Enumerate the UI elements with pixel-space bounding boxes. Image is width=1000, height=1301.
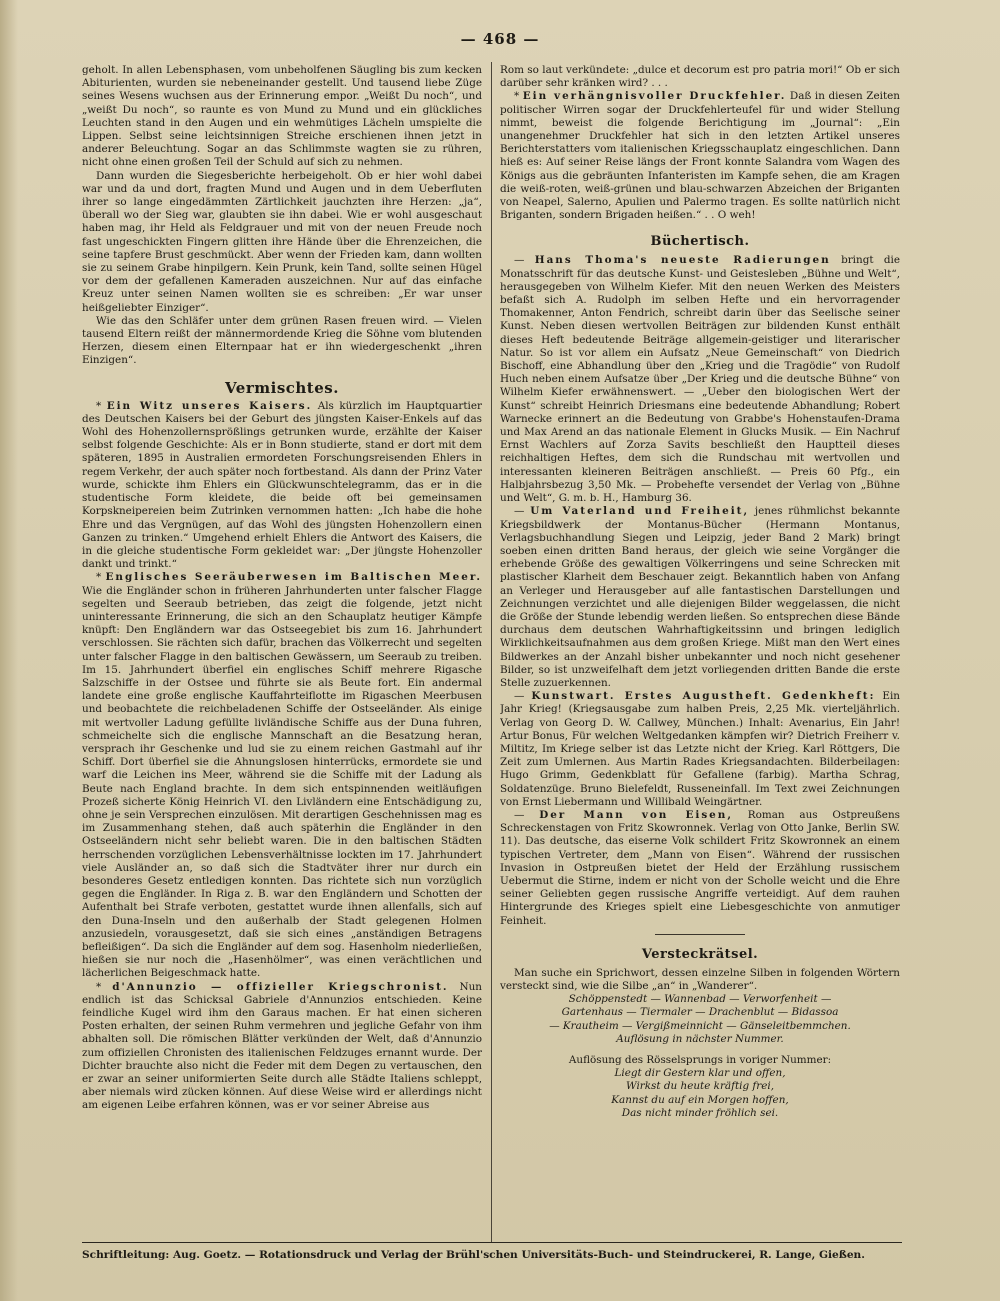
section-heading-versteckraetsel: Versteckrätsel.	[641, 946, 759, 962]
article-kaiser: * Ein Witz unseres Kaisers. Als kürzlich im Hauptquartier des Deutschen Kaisers bei der Geburt des jüngsten Kaiser-Enkels auf das Wohl des Hohenzollernsprößlings getrunken wurde, erzählte der Kaiser selbst folgende Geschichte: Als er in Bonn studierte, stand er dort mit dem späteren, 1895 in Australien ermordeten Forschungsreisenden Ehlers in regem Verkehr, der auch später noch fortbestand. Als dann der Prinz Vater wurde, schickte ihm Ehlers ein Glückwunschtelegramm, das er in die studentische Form kleidete, die beide oft bei gemeinsamen Korpskneipereien beim Zutrinken vernommen hatten: „Ich habe die hohe Ehre und das Vergnügen, auf das Wohl des jüngsten Hohenzollern einen Ganzen zu trinken.“ Umgehend erhielt Ehlers die Antwort des Kaisers, die in die gleiche studentische Form gekleidet war: „Der jüngste Hohenzoller dankt und trinkt.“	[82, 399, 482, 571]
article-text: Daß in diesen Zeiten politischer Wirren sogar der Druckfehlerteufel für und wider Stellung nimmt, beweist die folgende Berichtigung im „Journal“: „Ein unangenehmer Druckfehler hat sich in den letzten Artikel unseres Berichterstatters vom italienischen Kriegsschauplatz eingeschlichen. Dann hieß es: Auf seiner Reise längs der Front konnte Salandra vom Wagen des Königs aus die gebräunten Infanteristen im Kampfe sehen, die am Kragen die weiß-roten, weiß-grünen und blau-schwarzen Abzeichen der Briganten von Neapel, Salerno, Apulien und Palermo tragen. Es sollte natürlich nicht Briganten, sondern Brigaden heißen.“ . . O weh!	[500, 90, 900, 222]
solution-title: Auflösung des Rösselsprungs in voriger Nummer:	[568, 1054, 832, 1067]
left-column	[82, 64, 482, 1239]
book-item: — Kunstwart. Erstes Augustheft. Gedenkheft: Ein Jahr Krieg! (Kriegsausgabe zum halben Preis, 2,25 Mk. vierteljährlich. Verlag von Georg D. W. Callwey, München.) Inhalt: Avenarius, Ein Jahr! Artur Bonus, Für welchen Weltgedanken kämpfen wir? Dietrich Freiherr v. Miltitz, Im Kriege selber ist das Letzte nicht der Krieg. Karl Röttgers, Die Zeit zum Umlernen. Aus Martin Rades Kriegsandachten. Bilderbeilagen: Hugo Grimm, Gedenkblatt für Gefallene (farbig). Martha Schrag, Soldatenzüge. Bruno Bielefeldt, Russeneinfall. Im Text zwei Zeichnungen von Ernst Liebermann und Willibald Weingärtner.	[500, 690, 900, 808]
book-item: — Der Mann von Eisen, Roman aus Ostpreußens Schreckenstagen von Fritz Skowronnek. Verlag von Otto Janke, Berlin SW. 11). Das deutsche, das eiserne Volk schildert Fritz Skowronnek an einem typischen Vertreter, dem „Mann von Eisen“. Während der russischen Invasion in Ostpreußen bietet der Held der Erzählung russischem Uebermut die Stirne, indem er nicht von der Scholle weicht und die Ehre seiner Geliebten gegen russische Angriffe verteidigt. Auf dem rauhen Hintergrunde des Krieges spielt eine Liebesgeschichte von anmutiger Feinheit.	[500, 808, 900, 927]
article-text: Wie die Engländer schon in früheren Jahrhunderten unter falscher Flagge segelten und Seeraub betrieben, das zeigt die folgende, jetzt nicht uninteressante Erinnerung, die sich an den Schauplatz heutiger Kämpfe knüpft: Den Engländern war das Ostseegebiet bis zum 16. Jahrhundert verschlossen. Sie rächten sich dafür, brachen das Völkerrecht und segelten unter falscher Flagge in den baltischen Gewässern, um Seeraub zu treiben. Im 15. Jahrhundert überfiel ein englisches Schiff mehrere Rigasche Salzschiffe in der Ostsee und führte sie als Beute fort. Ein andermal landete eine große englische Kauffahrteiflotte im Rigaschen Meerbusen und beobachtete die reichbeladenen Schiffe der Ostseeländer. Als einige mit wertvoller Ladung gefüllte livländische Schiffe aus der Duna fuhren, schmeichelte sich die englische Mannschaft an die Besatzung heran, versprach ihr Geschenke und lud sie zu einem reichen Gastmahl auf ihr Schiff. Dort überfiel sie die Ahnungslosen hinterrücks, ermordete sie und warf die Leichen ins Meer, während sie die Schiffe mit der Ladung als Beute nach England brachte. In dem sich entspinnenden weitläufigen Prozeß sicherte König Heinrich VI. den Livländern eine Entschädigung zu, ohne je sein Versprechen einzulösen. Mit derartigen Geschehnissen mag es im Zusammenhang stehen, daß auch späterhin die Engländer in den Ostseeländern nicht sehr beliebt waren. Die in den baltischen Städten herrschenden vorzüglichen Lebensverhältnisse lockten im 17. Jahrhundert viele Ausländer an, so daß sich die Stadtväter ihrer nur durch ein besonderes Gesetz entledigen konnten. Das richtete sich nun vorzüglich gegen die Engländer. In Riga z. B. war den Engländern und Schotten der Aufenthalt bei Strafe verboten, gestattet wurde ihnen allenfalls, sich auf den Duna-Inseln und den außerhalb der Stadt gelegenen Holmen anzusiedeln, vorausgesetzt, daß sie sich eines „anständigen Betragens befleißigen“. Da sich die Engländer auf dem sog. Hasenholm niederließen, hießen sie nur noch die „Hasenhölmer“, was einen verächtlichen und lächerlichen Beigeschmack hatte.	[82, 584, 482, 980]
footer-rule	[82, 1242, 902, 1243]
article-text: Als kürzlich im Hauptquartier des Deutschen Kaisers bei der Geburt des jüngsten Kaiser-Enkels auf das Wohl des Hohenzollernsprößlings getrunken wurde, erzählte der Kaiser selbst folgende Geschichte: Als er in Bonn studierte, stand er dort mit dem späteren, 1895 in Australien ermordeten Forschungsreisenden Ehlers in regem Verkehr, der auch später noch fortbestand. Als dann der Prinz Vater wurde, schickte ihm Ehlers ein Glückwunschtelegramm, das er in die studentische Form kleidete, die beide oft bei gemeinsamen Korpskneipereien beim Zutrinken vernommen hatten: „Ich habe die hohe Ehre und das Vergnügen, auf das Wohl des jüngsten Hohenzollern einen Ganzen zu trinken.“ Umgehend erhielt Ehlers die Antwort des Kaisers, die in die gleiche studentische Form gekleidet war: „Der jüngste Hohenzoller dankt und trinkt.“	[82, 399, 482, 571]
book-text: Ein Jahr Krieg! (Kriegsausgabe zum halben Preis, 2,25 Mk. vierteljährlich. Verlag von Georg D. W. Callwey, München.) Inhalt: Avenarius, Ein Jahr! Artur Bonus, Für welchen Weltgedanken kämpfen wir? Dietrich Freiherr v. Miltitz, Im Kriege selber ist das Letzte nicht der Krieg. Karl Röttgers, Die Zeit zum Umlernen. Aus Martin Rades Kriegsandachten. Bilderbeilagen: Hugo Grimm, Gedenkblatt für Gefallene (farbig). Martha Schrag, Soldatenzüge. Bruno Bielefeldt, Russeneinfall. Im Text zwei Zeichnungen von Ernst Liebermann und Willibald Weingärtner.	[500, 690, 900, 808]
solution-verse-line: Kannst du auf ein Morgen hoffen,	[611, 1093, 789, 1106]
puzzle-words: — Krautheim — Vergißmeinnicht — Gänseleitbemmchen.	[549, 1019, 851, 1032]
book-title: Kunstwart. Erstes Augustheft. Gedenkheft:	[531, 690, 876, 703]
imprint-footer: Schriftleitung: Aug. Goetz. — Rotationsdruck und Verlag der Brühl'schen Universitäts-Buch- und Steindruckerei, R. Lange, Gießen.	[82, 1249, 865, 1261]
section-heading-vermischtes: Vermischtes.	[225, 378, 339, 397]
section-heading-buechertisch: Büchertisch.	[650, 234, 750, 250]
article-title: d'Annunzio — offizieller Kriegschronist.	[112, 980, 449, 993]
solution-verse-line: Liegt dir Gestern klar und offen,	[614, 1067, 786, 1080]
book-title: Hans Thoma's neueste Radierungen	[534, 254, 831, 267]
article-text: Nun endlich ist das Schicksal Gabriele d'Annunzios entschieden. Keine feindliche Kugel wird ihm den Garaus machen. Er hat einen sicheren Posten erhalten, der seinen Ruhm vermehren und jegliche Gefahr von ihm abhalten soll. Die römischen Blätter verkünden der Welt, daß d'Annunzio zum offiziellen Chronisten des italienischen Feldzuges ernannt wurde. Der Dichter brauchte also nicht die Feder mit dem Degen zu vertauschen, den er zwar an seiner uniformierten Seite durch alle Städte Italiens schleppt, aber niemals wird zücken können. Auf diese Weise wird er allerdings nicht am eigenen Leibe erfahren können, was er vor seiner Abreise aus	[82, 980, 482, 1112]
article-title: Ein verhängnisvoller Druckfehler.	[522, 90, 787, 103]
story-paragraph: Dann wurden die Siegesberichte herbeigeholt. Ob er hier wohl dabei war und da und dort, fragten Mund und Augen und in dem Ueberfluten ihrer so lange eingedämmten Zärtlichkeit jauchzten ihre Herzen: „ja“, überall wo der Sieg war, glaubten sie ihn dabei. Wie er wohl ausgeschaut haben mag, ihr Held als Feldgrauer und mit von der neuen Freude noch fast ungeschickten Fingern glitten ihre Hände über die Ehrenzeichen, die seine tapfere Brust geschmückt. Aber wenn der Frieden kam, dann wollten sie zu seinem Grabe hinpilgern. Kein Prunk, kein Tand, sollte seinen Hügel vor dem der gefallenen Kameraden auszeichnen. Nur auf das einfache Kreuz unter seinen Namen wollten sie es schreiben: „Er war unser heißgeliebter Einziger“.	[82, 169, 482, 314]
article-title: Englisches Seeräuberwesen im Baltischen Meer.	[105, 571, 482, 584]
article-dannunzio: * d'Annunzio — offizieller Kriegschronist. Nun endlich ist das Schicksal Gabriele d'Annunzios entschieden. Keine feindliche Kugel wird ihm den Garaus machen. Er hat einen sicheren Posten erhalten, der seinen Ruhm vermehren und jegliche Gefahr von ihm abhalten soll. Die römischen Blätter verkünden der Welt, daß d'Annunzio zum offiziellen Chronisten des italienischen Feldzuges ernannt wurde. Der Dichter brauchte also nicht die Feder mit dem Degen zu vertauschen, den er zwar an seiner uniformierten Seite durch alle Städte Italiens schleppt, aber niemals wird zücken können. Auf diese Weise wird er allerdings nicht am eigenen Leibe erfahren können, was er vor seiner Abreise aus	[82, 980, 482, 1112]
page-number: — 468 —	[460, 30, 540, 48]
column-divider	[491, 62, 492, 1242]
book-item: — Hans Thoma's neueste Radierungen bringt die Monatsschrift für das deutsche Kunst- und Geistesleben „Bühne und Welt“, herausgegeben von Wilhelm Kiefer. Mit den neuen Werken des Meisters befaßt sich A. Rudolph im selben Hefte und ein hervorragender Thomakenner, Anton Fendrich, schreibt darin über das Seelische seiner Kunst. Neben diesen wertvollen Beiträgen zur bildenden Kunst enthält dieses Heft bedeutende Beiträge allgemein-geistiger und literarischer Natur. So ist vor allem ein Aufsatz „Neue Gemeinschaft“ von Diedrich Bischoff, eine Abhandlung über den „Krieg und die Tragödie“ von Rudolf Huch neben einem Aufsatze über „Der Krieg und die deutsche Bühne“ von Wilhelm Kiefer erwähnenswert. — „Ueber den biologischen Wert der Kunst“ schreibt Heinrich Driesmans eine bedeutende Abhandlung; Robert Warnecke erinnert an die Bedeutung von Grabbe's Hohenstaufen-Drama und Max Arend an das nationale Element in Glucks Musik. — Ein Nachruf Ernst Wachlers auf Zorza Savits beschließt den Hauptteil dieses reichhaltigen Heftes, dem sich die Rundschau mit wertvollen und interessanten kleineren Beiträgen anschließt. — Preis 60 Pfg., ein Halbjahrsbezug 3,50 Mk. — Probehefte versendet der Verlag von „Bühne und Welt“, G. m. b. H., Hamburg 36.	[500, 254, 900, 505]
puzzle-intro: Man suche ein Sprichwort, dessen einzelne Silben in folgenden Wörtern versteckt sind, wie die Silbe „an“ in „Wanderer“.	[500, 966, 900, 992]
book-text: bringt die Monatsschrift für das deutsche Kunst- und Geistesleben „Bühne und Welt“, herausgegeben von Wilhelm Kiefer. Mit den neuen Werken des Meisters befaßt sich A. Rudolph im selben Hefte und ein hervorragender Thomakenner, Anton Fendrich, schreibt darin über das Seelische seiner Kunst. Neben diesen wertvollen Beiträgen zur bildenden Kunst enthält dieses Heft bedeutende Beiträge allgemein-geistiger und literarischer Natur. So ist vor allem ein Aufsatz „Neue Gemeinschaft“ von Diedrich Bischoff, eine Abhandlung über den „Krieg und die Tragödie“ von Rudolf Huch neben einem Aufsatze über „Der Krieg und die deutsche Bühne“ von Wilhelm Kiefer erwähnenswert. — „Ueber den biologischen Wert der Kunst“ schreibt Heinrich Driesmans eine bedeutende Abhandlung; Robert Warnecke erinnert an die Bedeutung von Grabbe's Hohenstaufen-Drama und Max Arend an das nationale Element in Glucks Musik. — Ein Nachruf Ernst Wachlers auf Zorza Savits beschließt den Hauptteil dieses reichhaltigen Heftes, dem sich die Rundschau mit wertvollen und interessanten kleineren Beiträgen anschließt. — Preis 60 Pfg., ein Halbjahrsbezug 3,50 Mk. — Probehefte versendet der Verlag von „Bühne und Welt“, G. m. b. H., Hamburg 36.	[500, 254, 900, 505]
story-paragraph: Wie das den Schläfer unter dem grünen Rasen freuen wird. — Vielen tausend Eltern reißt der männermordende Krieg die Söhne vom blutenden Herzen, diesem einen Elternpaar hat er ihn wiedergeschenkt „ihren Einzigen“.	[82, 314, 482, 367]
solution-verse-line: Das nicht minder fröhlich sei.	[621, 1106, 779, 1119]
article-continuation: Rom so laut verkündete: „dulce et decorum est pro patria mori!“ Ob er sich darüber sehr kränken wird? . . .	[500, 64, 900, 90]
article-druckfehler: * Ein verhängnisvoller Druckfehler. Daß in diesen Zeiten politischer Wirren sogar der Druckfehlerteufel für und wider Stellung nimmt, beweist die folgende Berichtigung im „Journal“: „Ein unangenehmer Druckfehler hat sich in den letzten Artikel unseres Berichterstatters vom italienischen Kriegsschauplatz eingeschlichen. Dann hieß es: Auf seiner Reise längs der Front konnte Salandra vom Wagen des Königs aus die gebräunten Infanteristen im Kampfe sehen, die am Kragen die weiß-roten, weiß-grünen und blau-schwarzen Abzeichen der Briganten von Neapel, Salerno, Apulien und Palermo tragen. Es sollte natürlich nicht Briganten, sondern Brigaden heißen.“ . . O weh!	[500, 90, 900, 222]
section-separator	[655, 934, 745, 935]
page-edge-shadow	[0, 0, 18, 1301]
puzzle-solution-note: Auflösung in nächster Nummer.	[616, 1032, 784, 1045]
puzzle-words: Gartenhaus — Tiermaler — Drachenblut — Bidassoa	[561, 1006, 839, 1019]
book-text: jenes rühmlichst bekannte Kriegsbildwerk der Montanus-Bücher (Hermann Montanus, Verlagsbuchhandlung Siegen und Leipzig, jeder Band 2 Mark) bringt soeben einen dritten Band heraus, der gleich wie seine Vorgänger die erhebende Größe des gewaltigen Völkerringens und seine Schrecken mit plastischer Klarheit dem Beschauer zeigt. Bekanntlich haben von Anfang an Verleger und Herausgeber auf alle fantastischen Darstellungen und Zeichnungen verzichtet und alle diejenigen Bilder weggelassen, die nicht die Größe der Stunde lebendig werden ließen. So entsprechen diese Bände durchaus dem deutschen Wahrhaftigkeitssinn und bringen lediglich Wirklichkeitsaufnahmen aus dem großen Kriege. Mißt man den Wert eines Bildwerkes an der Anzahl bisher unbekannter und noch nicht gesehener Bilder, so ist unzweifelhaft dem jetzt vorliegenden dritten Bande die erste Stelle zuzuerkennen.	[500, 505, 900, 689]
article-seeraeuber: * Englisches Seeräuberwesen im Baltischen Meer. Wie die Engländer schon in früheren Jahrhunderten unter falscher Flagge segelten und Seeraub betrieben, das zeigt die folgende, jetzt nicht uninteressante Erinnerung, die sich an den Schauplatz heutiger Kämpfe knüpft: Den Engländern war das Ostseegebiet bis zum 16. Jahrhundert verschlossen. Sie rächten sich dafür, brachen das Völkerrecht und segelten unter falscher Flagge in den baltischen Gewässern, um Seeraub zu treiben. Im 15. Jahrhundert überfiel ein englisches Schiff mehrere Rigasche Salzschiffe in der Ostsee und führte sie als Beute fort. Ein andermal landete eine große englische Kauffahrteiflotte im Rigaschen Meerbusen und beobachtete die reichbeladenen Schiffe der Ostseeländer. Als einige mit wertvoller Ladung gefüllte livländische Schiffe aus der Duna fuhren, schmeichelte sich die englische Mannschaft an die Besatzung heran, versprach ihr Geschenke und lud sie zu einem reichen Gastmahl auf ihr Schiff. Dort überfiel sie die Ahnungslosen hinterrücks, ermordete sie und warf die Leichen ins Meer, während sie die Schiffe mit der Ladung als Beute nach England brachte. In dem sich entspinnenden weitläufigen Prozeß sicherte König Heinrich VI. den Livländern eine Entschädigung zu, ohne je sein Versprechen einzulösen. Mit derartigen Geschehnissen mag es im Zusammenhang stehen, daß auch späterhin die Engländer in den Ostseeländern nicht sehr beliebt waren. Die in den baltischen Städten herrschenden vorzüglichen Lebensverhältnisse lockten im 17. Jahrhundert viele Ausländer an, so daß sich die Stadtväter ihrer nur durch ein besonderes Gesetz entledigen konnten. Das richtete sich nun vorzüglich gegen die Engländer. In Riga z. B. war den Engländern und Schotten der Aufenthalt bei Strafe verboten, gestattet wurde ihnen allenfalls, sich auf den Duna-Inseln und den außerhalb der Stadt gelegenen Holmen anzusiedeln, vorausgesetzt, daß sie sich eines „anständigen Betragens befleißigen“. Da sich die Engländer auf dem sog. Hasenholm niederließen, hießen sie nur noch die „Hasenhölmer“, was einen verächtlichen und lächerlichen Beigeschmack hatte.	[82, 571, 482, 980]
book-title: Der Mann von Eisen,	[539, 808, 733, 821]
solution-verse-line: Wirkst du heute kräftig frei,	[625, 1080, 775, 1093]
spacer	[500, 1046, 900, 1054]
puzzle-words: Schöppenstedt — Wannenbad — Verworfenheit —	[568, 993, 832, 1006]
book-title: Um Vaterland und Freiheit,	[530, 505, 750, 518]
book-text: Roman aus Ostpreußens Schreckenstagen von Fritz Skowronnek. Verlag von Otto Janke, Berlin SW. 11). Das deutsche, das eiserne Volk schildert Fritz Skowronnek an einem typischen Vertreter, dem „Mann von Eisen“. Während der russischen Invasion in Ostpreußen bietet der Held der Erzählung russischem Uebermut die Stirne, indem er nicht von der Scholle weicht und die Ehre seiner Geliebten gegen russische Angriffe verteidigt. Auf dem rauhen Hintergrunde des Krieges spielt eine Liebesgeschichte von anmutiger Feinheit.	[500, 808, 900, 927]
book-item: — Um Vaterland und Freiheit, jenes rühmlichst bekannte Kriegsbildwerk der Montanus-Bücher (Hermann Montanus, Verlagsbuchhandlung Siegen und Leipzig, jeder Band 2 Mark) bringt soeben einen dritten Band heraus, der gleich wie seine Vorgänger die erhebende Größe des gewaltigen Völkerringens und seine Schrecken mit plastischer Klarheit dem Beschauer zeigt. Bekanntlich haben von Anfang an Verleger und Herausgeber auf alle fantastischen Darstellungen und Zeichnungen verzichtet und alle diejenigen Bilder weggelassen, die nicht die Größe der Stunde lebendig werden ließen. So entsprechen diese Bände durchaus dem deutschen Wahrhaftigkeitssinn und bringen lediglich Wirklichkeitsaufnahmen aus dem großen Kriege. Mißt man den Wert eines Bildwerkes an der Anzahl bisher unbekannter und noch nicht gesehener Bilder, so ist unzweifelhaft dem jetzt vorliegenden dritten Bande die erste Stelle zuzuerkennen.	[500, 505, 900, 689]
story-paragraph: geholt. In allen Lebensphasen, vom unbeholfenen Säugling bis zum kecken Abiturienten, wurden sie nebeneinander gestellt. Und tausend liebe Züge seines Wesens wuchsen aus der Erinnerung empor. „Weißt Du noch“, und „weißt Du noch“, so raunte es von Mund zu Mund und ein glückliches Leuchten stand in den Augen und ein wehmütiges Lächeln umspielte die Lippen. Selbst seine leichtsinnigen Streiche erschienen ihnen jetzt in anderer Beleuchtung. Sogar an das Schlimmste wagten sie zu rühren, nicht ohne einen großen Teil der Schuld auf sich zu nehmen.	[82, 64, 482, 169]
right-column	[500, 64, 900, 1239]
article-title: Ein Witz unseres Kaisers.	[106, 399, 313, 412]
